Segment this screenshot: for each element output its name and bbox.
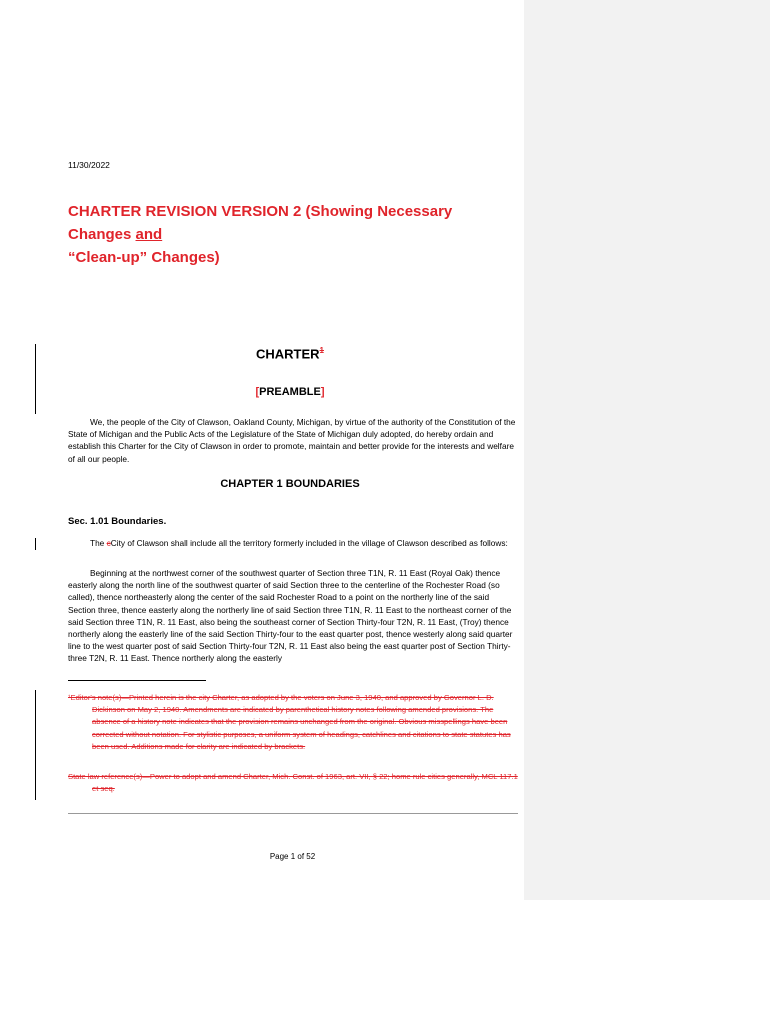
deleted-text: c: [106, 538, 111, 548]
document-title: [68, 200, 508, 269]
preamble-heading-text: PREAMBLE: [259, 386, 321, 398]
title-inserted-word: and: [135, 226, 163, 243]
preamble-open-bracket: [: [255, 386, 260, 398]
preamble-paragraph: We, the people of the City of Clawson, Oakland County, Michigan, by virtue of the authority of the Constitution of the State of Michigan and the Public Acts of the Legislature of the State of Michigan duly adopted, do hereby ordain and establish this Charter for the City of Clawson in order to promote, maintain and better provide for the interests and welfare of all our people.: [68, 417, 516, 464]
section-heading: Sec. 1.01 Boundaries.: [68, 516, 167, 527]
change-bar: [35, 690, 36, 800]
para1-after: City of Clawson shall include all the territory formerly included in the village of Clawson described as follows:: [110, 538, 508, 548]
comment-margin-pane: [524, 0, 770, 900]
page-number: Page 1 of 52: [269, 852, 316, 861]
title-line1: CHARTER REVISION VERSION 2 (Showing Necessary Changes: [68, 203, 453, 243]
chapter-heading: CHAPTER 1 BOUNDARIES: [220, 478, 360, 490]
footer-separator: [68, 813, 518, 814]
section-paragraph-2: Beginning at the northwest corner of the southwest quarter of Section three T1N, R. 11 East (Royal Oak) thence easterly along the north line of the southwest quarter of said Section three to the centerline of the Rochester Road (so called), thence northeasterly along the center of the said Rochester Road to a point on the northerly line of the said Section three, thence easterly along the northerly line of said Section three T1N, R. 11 East to the northeast corner of the said Section three T1N, R. 11 East, also being the southeast corner of Section Thirty-four T2N, R. 11 East, (Troy) thence northerly along the easterly line of the said Section Thirty-four to the east quarter post, thence westerly along said quarter line to the west quarter post of said Section Thirty-four T2N, R. 11 East also being the east quarter post of Section Thirty-three T2N, R. 11 East. Thence northerly along the easterly: [68, 568, 513, 664]
section-paragraph-1: [68, 537, 518, 549]
change-bar: [35, 538, 36, 550]
footnote-reference[interactable]: 1: [319, 346, 324, 355]
preamble-close-bracket: ]: [320, 386, 325, 398]
document-date: 11/30/2022: [68, 160, 110, 170]
footnote-1-text: ¹Editor's note(s)—Printed herein is the city Charter, as adopted by the voters on June 3, 1940, and approved by Governor L. D. Dickinson on May 2, 1940. Amendments are indicated by parenthetical history notes following amended provisions. The absence of a history note indicates that the provision remains unchanged from the original. Obvious misspellings have been corrected without notation. For stylistic purposes, a uniform system of headings, catchlines and citations to state statutes has been used. Additions made for clarity are indicated by brackets.: [68, 693, 511, 751]
footnote-editors-note: [68, 692, 518, 753]
charter-heading: [0, 346, 580, 361]
preamble-heading: [0, 386, 580, 398]
footnote-2-text: State law reference(s)—Power to adopt and amend Charter, Mich. Const. of 1963, art. VII, § 22; home rule cities generally, MCL 117.1 et seq.: [68, 772, 518, 794]
footnote-separator: [68, 680, 206, 681]
para1-before: The: [90, 538, 107, 548]
charter-heading-text: CHARTER: [255, 346, 320, 362]
title-line2: “Clean-up” Changes): [68, 249, 220, 266]
footnote-state-law: [68, 771, 518, 795]
